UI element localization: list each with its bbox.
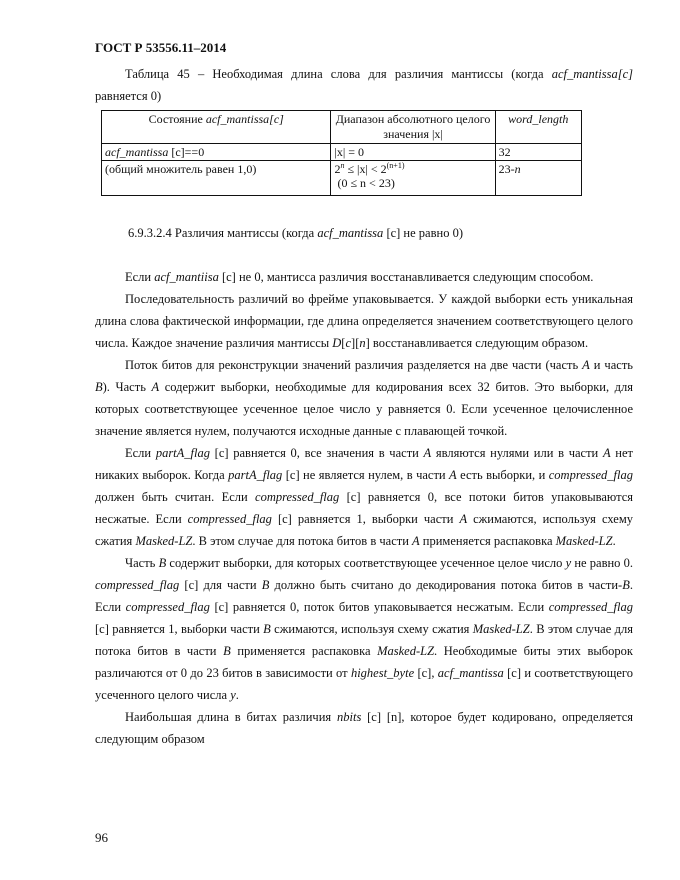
table-cell: $2^n \le |x| < 2^{(n+1)}$ (0 ≤ n < 23)	[331, 161, 495, 196]
header-word-length: word_length	[495, 111, 581, 144]
page-number: 96	[95, 830, 108, 845]
header-range: Диапазон абсолютного целого значения |x|	[331, 111, 495, 144]
table-row	[102, 161, 582, 196]
paragraph: Часть B содержит выборки, для которых соответствующее усеченное целое число y не равно 0. compressed_flag [c] для части B должно быть считано до декодирования потока битов в части-B. Если compressed_flag [c] равняется 0, поток битов упаковывается несжатым. Если compressed_flag [c] равняется 1, выборки части B сжимаются, используя схему сжатия Masked-LZ. В этом случае для потока битов в части B применяется распаковка Masked-LZ. Необходимые биты этих выборок различаются от 0 до 23 битов в зависимости от highest_byte [c], acf_mantissa [c] и соответствующего усеченного целого числа y.	[95, 556, 633, 702]
table-cell: 23-n	[495, 161, 581, 196]
word-length-table	[101, 110, 582, 196]
body-text	[95, 266, 633, 750]
paragraph: Поток битов для реконструкции значений различия разделяется на две части (часть A и часть B). Часть A содержит выборки, необходимые для кодирования всех 32 битов. Это выборки, для которых соответствующее усеченное целое число y равняется 0. Если усеченное целочисленное значение является нулем, получаются исходные данные с плавающей точкой.	[95, 358, 634, 438]
section-heading: 6.9.3.2.4 Различия мантиссы (когда acf_mantissa [c] не равно 0)	[128, 226, 463, 240]
table-header-row	[102, 111, 582, 144]
paragraph: Последовательность различий во фрейме упаковывается. У каждой выборки есть уникальная длина слова фактической информации, где длина определяется значением соответствующего целого числа. Каждое значение различия мантиссы D[c][n] восстанавливается следующим образом.	[95, 292, 633, 350]
table-row	[102, 144, 582, 161]
paragraph: Если acf_mantiisa [c] не 0, мантисса различия восстанавливается следующим способом.	[125, 270, 594, 284]
table-caption: Таблица 45 – Необходимая длина слова для различия мантиссы (когда acf_mantissa[c] равняется 0)	[95, 67, 633, 103]
document-header: ГОСТ Р 53556.11–2014	[95, 40, 227, 55]
table-cell: acf_mantissa [c]==0	[102, 144, 331, 161]
paragraph: Если partA_flag [c] равняется 0, все значения в части A являются нулями или в части A нет никаких выборок. Когда partA_flag [c] не является нулем, в части A есть выборки, и compressed_flag должен быть считан. Если compressed_flag [c] равняется 0, все потоки битов упаковываются несжатые. Если compressed_flag [c] равняется 1, выборки части A сжимаются, используя схему сжатия Masked-LZ. В этом случае для потока битов в части A применяется распаковка Masked-LZ.	[95, 446, 633, 548]
paragraph: Наибольшая длина в битах различия nbits [c] [n], которое будет кодировано, определяется следующим образом	[95, 710, 633, 746]
table-cell: 32	[495, 144, 581, 161]
table-cell: |x| = 0	[331, 144, 495, 161]
header-state: Состояние acf_mantissa[c]	[102, 111, 331, 144]
table-cell: (общий множитель равен 1,0)	[102, 161, 331, 196]
